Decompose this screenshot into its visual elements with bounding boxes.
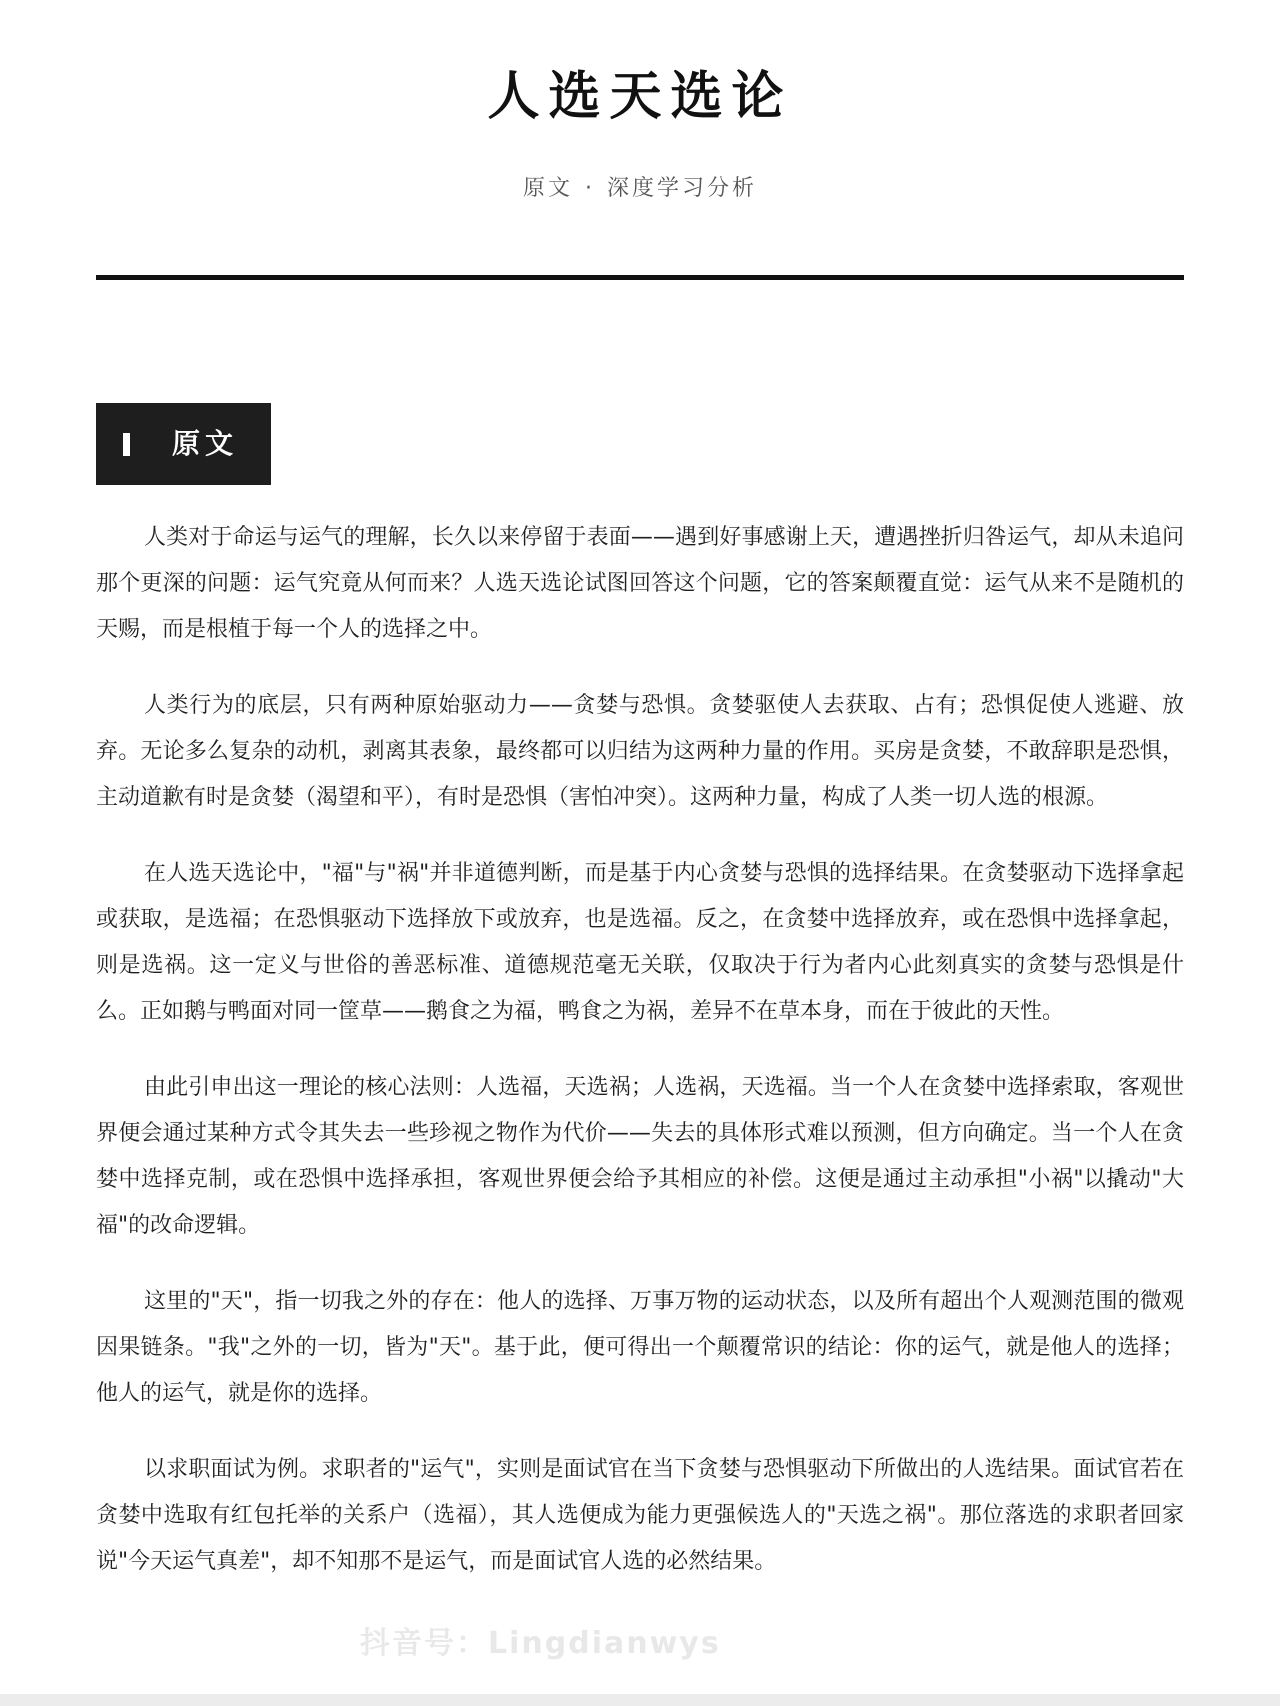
section-header-original <box>96 403 271 485</box>
subtitle-analysis-label: 深度学习分析 <box>607 176 758 201</box>
section-marker-icon <box>123 433 130 456</box>
paragraph: 人类对于命运与运气的理解，长久以来停留于表面——遇到好事感谢上天，遭遇挫折归咎运气，却从未追问那个更深的问题：运气究竟从何而来？人选天选论试图回答这个问题，它的答案颠覆直觉：运气从来不是随机的天赐，而是根植于每一个人的选择之中。 <box>96 525 1184 642</box>
paragraph: 由此引申出这一理论的核心法则：人选福，天选祸；人选祸，天选福。当一个人在贪婪中选择索取，客观世界便会通过某种方式令其失去一些珍视之物作为代价——失去的具体形式难以预测，但方向确定。当一个人在贪婪中选择克制，或在恐惧中选择承担，客观世界便会给予其相应的补偿。这便是通过主动承担"小祸"以撬动"大福"的改命逻辑。 <box>96 1075 1184 1238</box>
page-bottom-edge <box>0 1694 1280 1706</box>
subtitle-original-label: 原文 <box>522 176 573 201</box>
subtitle-separator: · <box>585 176 595 201</box>
paragraph: 以求职面试为例。求职者的"运气"，实则是面试官在当下贪婪与恐惧驱动下所做出的人选结果。面试官若在贪婪中选取有红包托举的关系户（选福），其人选便成为能力更强候选人的"天选之祸"。那位落选的求职者回家说"今天运气真差"，却不知那不是运气，而是面试官人选的必然结果。 <box>96 1457 1184 1574</box>
paragraph: 在人选天选论中，"福"与"祸"并非道德判断，而是基于内心贪婪与恐惧的选择结果。在贪婪驱动下选择拿起或获取，是选福；在恐惧驱动下选择放下或放弃，也是选福。反之，在贪婪中选择放弃，或在恐惧中选择拿起，则是选祸。这一定义与世俗的善恶标准、道德规范毫无关联，仅取决于行为者内心此刻真实的贪婪与恐惧是什么。正如鹅与鸭面对同一筐草——鹅食之为福，鸭食之为祸，差异不在草本身，而在于彼此的天性。 <box>96 861 1184 1024</box>
header-divider <box>96 275 1184 280</box>
paragraph: 人类行为的底层，只有两种原始驱动力——贪婪与恐惧。贪婪驱使人去获取、占有；恐惧促使人逃避、放弃。无论多么复杂的动机，剥离其表象，最终都可以归结为这两种力量的作用。买房是贪婪，不敢辞职是恐惧，主动道歉有时是贪婪（渴望和平），有时是恐惧（害怕冲突）。这两种力量，构成了人类一切人选的根源。 <box>96 693 1184 810</box>
article-body <box>96 515 1184 1615</box>
watermark: 抖音号：Lingdianwys <box>360 1626 721 1661</box>
page-title: 人选天选论 <box>487 67 793 127</box>
paragraph: 这里的"天"，指一切我之外的存在：他人的选择、万事万物的运动状态，以及所有超出个人观测范围的微观因果链条。"我"之外的一切，皆为"天"。基于此，便可得出一个颠覆常识的结论：你的运气，就是他人的选择；他人的运气，就是你的选择。 <box>96 1289 1184 1406</box>
section-title: 原文 <box>172 427 239 460</box>
page-subtitle <box>0 172 1280 206</box>
